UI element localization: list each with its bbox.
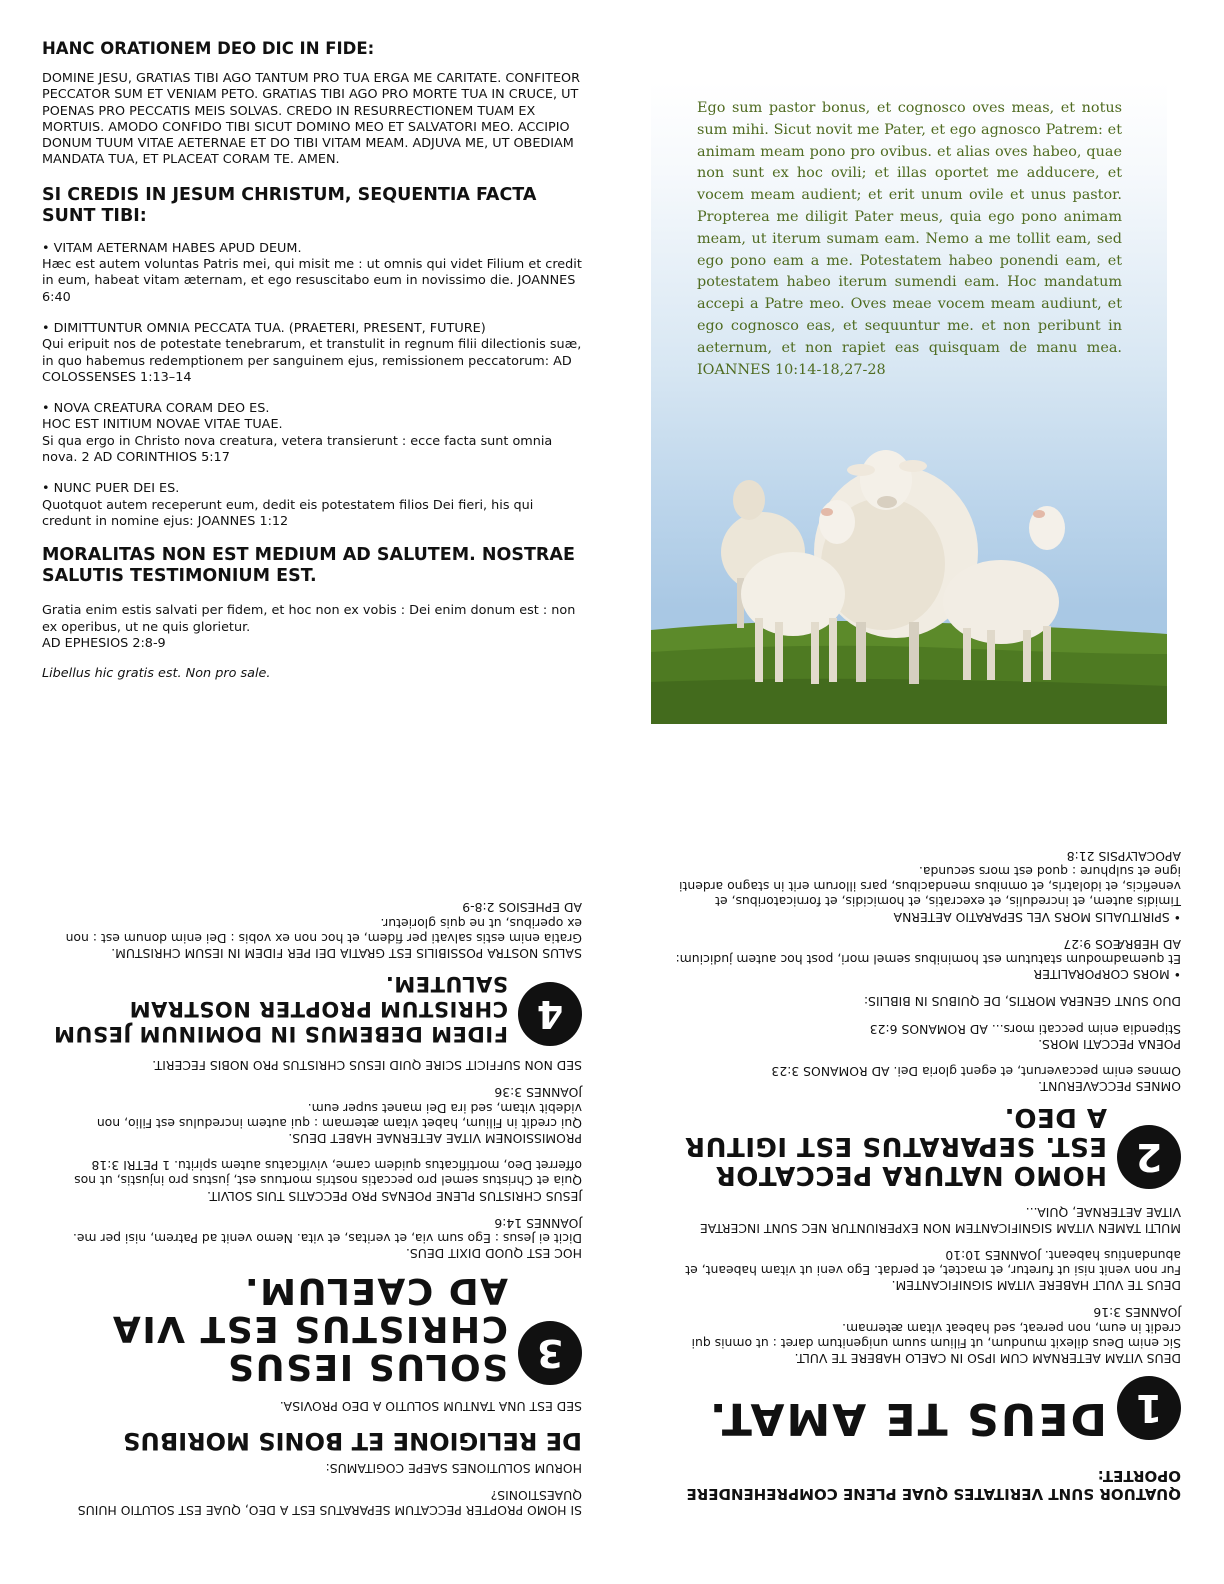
truth-3-title: SOLUS IESUS CHRISTUS EST VIA AD CAELUM. [111, 1270, 508, 1388]
truth-3-sub-e: PROMISSIONEM VITAE AETERNAE HABET DEUS. [288, 1130, 582, 1146]
truth-3-sub-h: SED NON SUFFICIT SCIRE QUID IESUS CHRISTUS PRO NOBIS FECERIT. [152, 1058, 582, 1074]
intro-text: QUATUOR SUNT VERITATES QUAE PLENE COMPREHENDERE OPORTET: [686, 1467, 1181, 1503]
good-shepherd-verse: Ego sum pastor bonus, et cognosco oves meas, et notus sum mihi. Sicut novit me Pater, et ego agnosco Patrem: et animam meam pono pro ovibus. et alias oves habeo, quae non sunt ex hoc ovili; et illas oportet me adducere, et vocem meam audient; et erit unum ovile et unus pastor. Propterea me diligit Pater meus, quia ego pono animam meam, ut iterum sumam eam. Nemo a me tollit eam, sed ego pono eam a me. Potestatem habeo ponendi eam, et potestatem habeo iterum sumendi eam. Hoc mandatum accepi a Patre meo. Oves meae vocem meam audiunt, et ego cognosco eas, et sequuntur me. et non peribunt in aeternum, et non rapiet eas quisquam de manu mea. IOANNES 10:14-18,27-28 [697, 100, 1122, 378]
truth-4-sub-c: AD EPHESIOS 2:8-9 [462, 900, 582, 916]
fact-bullet-head: • VITAM AETERNAM HABES APUD DEUM. [42, 240, 302, 256]
truth-2-header [671, 1102, 1181, 1189]
truth-4-header [52, 971, 582, 1046]
fact-bullet-head: • NOVA CREATURA CORAM DEO ES. [42, 401, 270, 417]
fact-bullet-4 [42, 481, 582, 530]
number-badge-1: 1 [1117, 1376, 1181, 1440]
truth-2-sub-d: Stipendia enim peccati mors... AD ROMANOS 6:23 [869, 1021, 1181, 1037]
truth-1-sub-e: Fur non venit nisi ut furetur, et mactet, et perdat. Ego veni ut vitam habeant, et abundantius habeant. JOANNES 10:10 [685, 1247, 1181, 1278]
truth-1-sub-c: JOANNES 3:16 [1093, 1305, 1181, 1321]
fact-bullet-2 [42, 321, 582, 386]
truths-1-2-panel [651, 828, 1181, 1518]
truth-3-sub-f: Qui credit in Filium, habet vitam æternam : qui autem incredulus est Filio, non videbit vitam, sed ira Dei manet super eum. [96, 1100, 582, 1131]
truth-3-sub-d: Quia et Christus semel pro peccatis nostris mortuus est, justus pro injustis, ut nos offerret Deo, mortificatus quidem carne, vivificatus autem spiritu. 1 PETRI 3:18 [74, 1158, 582, 1189]
morality-heading: MORALITAS NON EST MEDIUM AD SALUTEM. NOSTRAE SALUTIS TESTIMONIUM EST. [42, 545, 575, 587]
truth-4-sub-a: SALUS NOSTRA POSSIBILIS EST GRATIA DEI PER FIDEM IN IESUM CHRISTUM. [111, 945, 582, 961]
truth-2-sub-c: POENA PECCATI MORS. [1038, 1036, 1181, 1052]
truth-1-header [671, 1376, 1181, 1444]
religion-morals-heading: DE RELIGIONE ET BONIS MORIBUS [123, 1427, 582, 1456]
truth-4-sub-b: Gratia enim estis salvati per fidem, et hoc non ex vobis : Dei enim donum est : non ex operibus, ut ne quis glorietur. [65, 915, 582, 946]
fact-bullet-head-2: HOC EST INITIUM NOVAE VITAE TUAE. [42, 417, 283, 433]
number-badge-2: 2 [1117, 1125, 1181, 1189]
truth-1-sub-b: Sic enim Deus dilexit mundum, ut Filium suum unigenitum daret : ut omnis qui credit in eum, non pereat, sed habeat vitam æternam. [691, 1320, 1181, 1351]
fact-bullet-3 [42, 401, 582, 466]
fact-bullet-body: Qui eripuit nos de potestate tenebrarum, et transtulit in regnum filii dilectionis suæ, in quo habemus redemptionem per sanguinem ejus, remissionem peccatorum: AD COLOSSENSES 1:13–14 [42, 337, 582, 385]
fact-bullet-body: Si qua ergo in Christo nova creatura, vetera transierunt : ecce facta sunt omnia nova. 2 AD CORINTHIOS 5:17 [42, 433, 553, 466]
truth-2-sub-i: Timidis autem, et incredulis, et execratis, et homicidis, et fornicatoribus, et veneficis, et idolatris, et omnibus mendacibus, pars illorum erit in stagno ardenti igne et sulphure : quod est mors secunda. [679, 863, 1181, 910]
truth-1-sub-d: DEUS TE VULT HABERE VITAM SIGNIFICANTEM. [891, 1278, 1181, 1294]
truths-3-4-panel [42, 828, 582, 1518]
one-solution-text: SED EST UNA TANTUM SOLUTIO A DEO PROVISA. [279, 1399, 582, 1415]
free-note: Libellus hic gratis est. Non pro sale. [42, 666, 271, 682]
truth-2-sub-a: OMNES PECCAVERUNT. [1038, 1079, 1181, 1095]
truth-1-sub-f: MULTI TAMEN VITAM SIGNIFICANTEM NON EXPERIUNTUR NEC SUNT INCERTAE VITAE AETERNAE, QUIA... [699, 1205, 1181, 1236]
fact-bullet-head: • DIMITTUNTUR OMNIA PECCATA TUA. (PRAETERI, PRESENT, FUTURE) [42, 320, 486, 336]
prayer-text: DOMINE JESU, GRATIAS TIBI AGO TANTUM PRO TUA ERGA ME CARITATE. CONFITEOR PECCATOR SUM ET VENIAM PETO. GRATIAS TIBI AGO PRO MORTE TUA IN CRUCE, UT POENAS PRO PECCATIS MEIS SOLVAS. CREDO IN RESURRECTIONEM TUAM EX MORTUIS. AMODO CONFIDO TIBI SICUT DOMINO MEO ET SALVATORI MEO. ACCIPIO DONUM TUUM VITAE AETERNAE ET DO TIBI VITAM MEAM. ADJUVA ME, UT OBEDIAM MANDATA TUA, ET PLACEAT CORAM TE. AMEN. [42, 71, 580, 168]
truth-1-title: DEUS TE AMAT. [707, 1393, 1107, 1444]
truth-4-title: FIDEM DEBEMUS IN DOMINUM JESUM CHRISTUM PROPTER NOSTRAM SALUTEM. [53, 971, 508, 1046]
truth-3-sub-a: HOC EST QUOD DIXIT DEUS. [405, 1246, 582, 1262]
truth-2-sub-g: Et quemadmodum statutum est hominibus semel mori, post hoc autem judicium: AD HEBRÆOS 9:27 [675, 936, 1181, 967]
truth-2-sub-h: • SPIRITUALIS MORS VEL SEPARATIO AETERNA [893, 909, 1181, 925]
prayer-panel [42, 38, 582, 682]
solution-intro: HORUM SOLUTIONES SAEPE COGITAMUS: [325, 1460, 582, 1476]
truth-3-sub-c: JESUS CHRISTUS PLENE POENAS PRO PECCATIS TUIS SOLVIT. [207, 1188, 582, 1204]
truth-2-sub-j: APOCALYPSIS 21:8 [1066, 848, 1181, 864]
truth-1-sub-a: DEUS VITAM AETERNAM CUM IPSO IN CAELO HABERE TE VULT. [794, 1351, 1181, 1366]
ephesians-ref: AD EPHESIOS 2:8-9 [42, 635, 166, 651]
fact-bullet-body: Hæc est autem voluntas Patris mei, qui misit me : ut omnis qui videt Filium et credit in eum, habeat vitam æternam, et ego resuscitabo eum in novissimo die. JOANNES 6:40 [42, 257, 582, 305]
solution-question: SI HOMO PROPTER PECCATUM SEPARATUS EST A DEO, QUAE EST SOLUTIO HUIUS QUAESTIONIS? [77, 1487, 582, 1518]
truth-2-sub-b: Omnes enim peccaverunt, et egent gloria Dei. AD ROMANOS 3:23 [771, 1063, 1181, 1079]
facts-heading: SI CREDIS IN JESUM CHRISTUM, SEQUENTIA FACTA SUNT TIBI: [42, 184, 537, 226]
sheep-picture-panel [651, 82, 1167, 724]
truth-3-sub-b: Dicit ei Jesus : Ego sum via, et veritas, et vita. Nemo venit ad Patrem, nisi per me. JOANNES 14:6 [72, 1215, 582, 1246]
fact-bullet-head: • NUNC PUER DEI ES. [42, 481, 180, 497]
truth-3-sub-g: JOANNES 3:36 [494, 1085, 582, 1101]
truth-2-sub-e: DUO SUNT GENERA MORTIS, DE QUIBUS IN BIBLIIS: [863, 994, 1181, 1010]
truth-2-title: HOMO NATURA PECCATOR EST. SEPARATUS EST IGITUR A DEO. [684, 1102, 1107, 1191]
number-badge-4: 4 [518, 982, 582, 1046]
number-badge-3: 3 [518, 1321, 582, 1385]
truth-3-header [52, 1270, 582, 1388]
truth-2-sub-f: • MORS CORPORALITER [1033, 967, 1181, 983]
fact-bullet-1 [42, 241, 582, 306]
prayer-heading: HANC ORATIONEM DEO DIC IN FIDE: [42, 39, 375, 58]
fact-bullet-body: Quotquot autem receperunt eum, dedit eis potestatem filios Dei fieri, his qui credunt in nomine ejus: JOANNES 1:12 [42, 497, 534, 529]
ephesians-text: Gratia enim estis salvati per fidem, et hoc non ex vobis : Dei enim donum est : non ex operibus, ut ne quis glorietur. [42, 603, 576, 635]
